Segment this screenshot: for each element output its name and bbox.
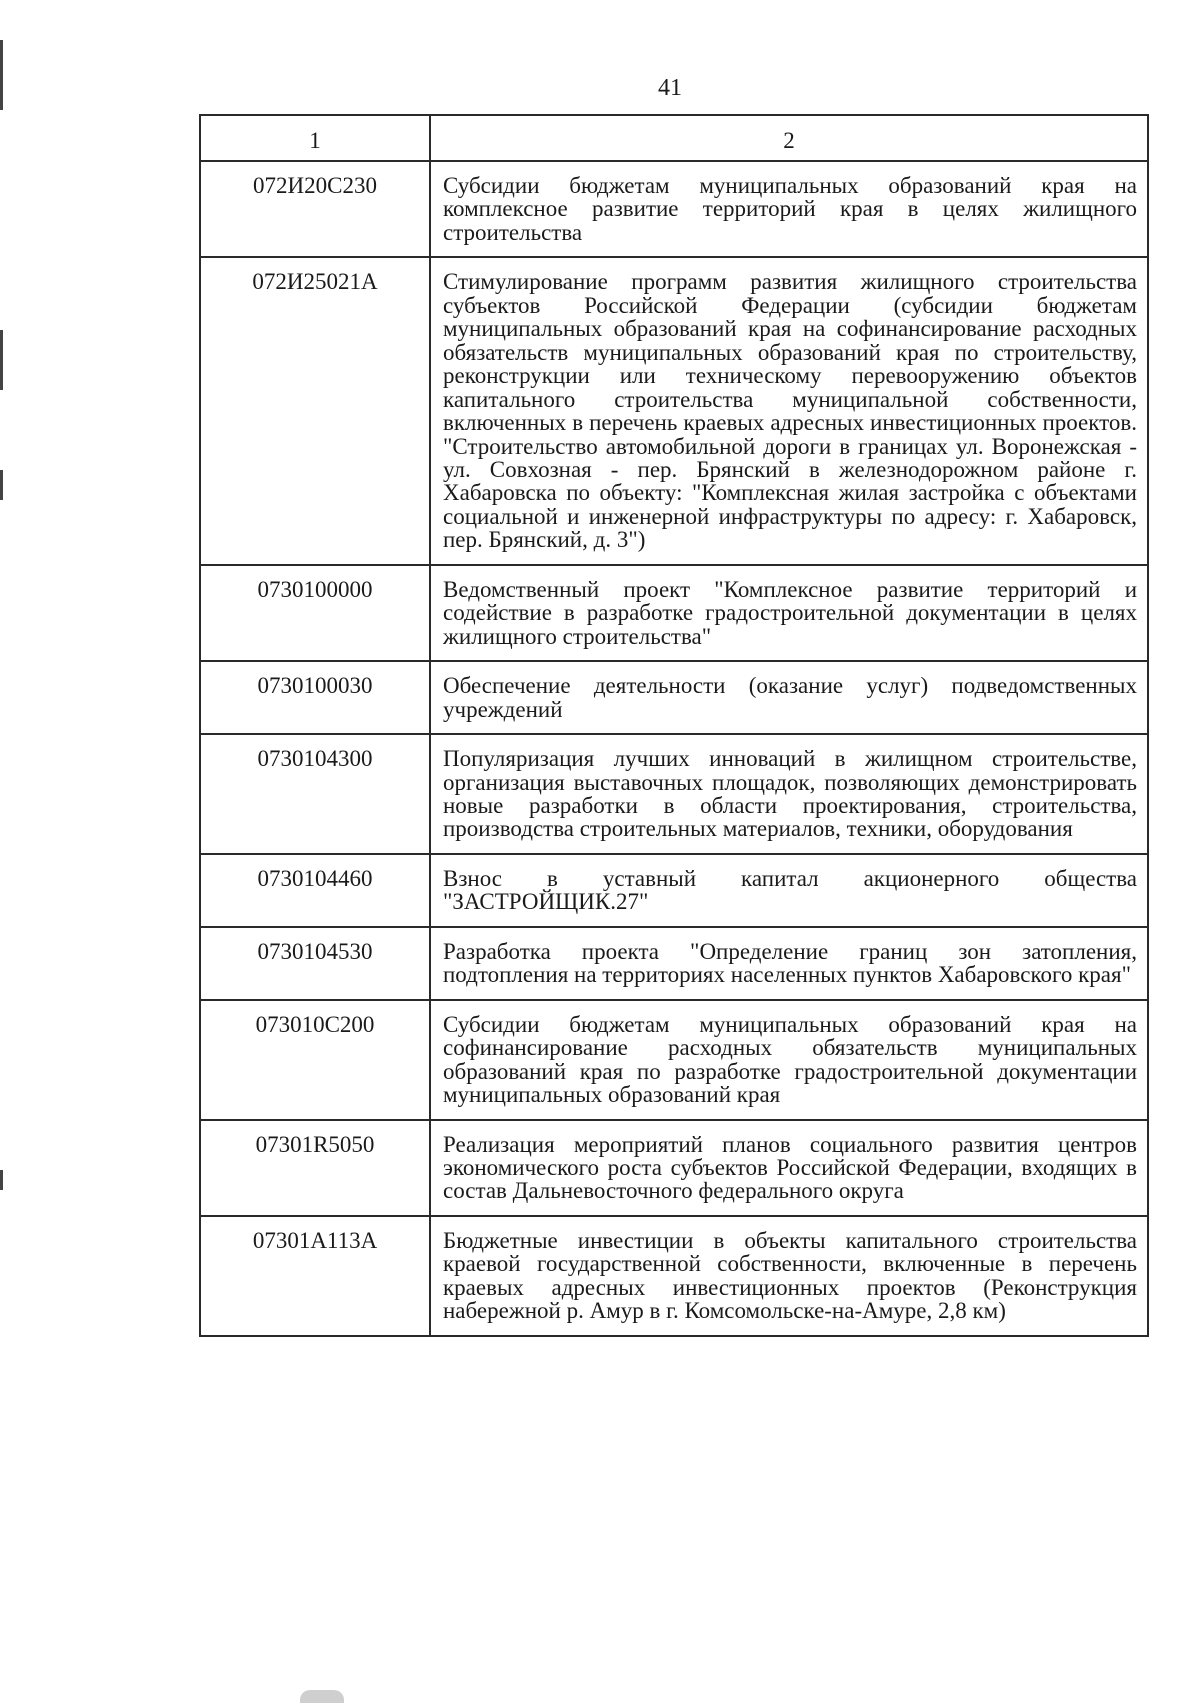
row-description: Субсидии бюджетам муниципальных образований края на софинансирование расходных обязательств муниципальных образований края по разработке градостроительной документации муниципальных образований края — [430, 1000, 1148, 1120]
table-row — [200, 927, 1148, 1000]
row-description: Ведомственный проект "Комплексное развитие территорий и содействие в разработке градостроительной документации в целях жилищного строительства" — [430, 565, 1148, 661]
row-description: Стимулирование программ развития жилищного строительства субъектов Российской Федерации (субсидии бюджетам муниципальных образований края на софинансирование расходных обязательств муниципальных образований края по строительству, реконструкции или техническому перевооружению объектов капитального строительства муниципальной собственности, включенных в перечень краевых адресных инвестиционных проектов. "Строительство автомобильной дороги в границах ул. Воронежская - ул. Совхозная - пер. Брянский в железнодорожном районе г. Хабаровска по объекту: "Комплексная жилая застройка с объектами социальной и инженерной инфраструктуры по адресу: г. Хабаровск, пер. Брянский, д. 3") — [430, 257, 1148, 564]
row-code: 07301R5050 — [200, 1120, 430, 1216]
row-description: Реализация мероприятий планов социального развития центров экономического роста субъектов Российской Федерации, входящих в состав Дальневосточного федерального округа — [430, 1120, 1148, 1216]
row-code: 073010С200 — [200, 1000, 430, 1120]
scan-edge-mark — [0, 40, 3, 110]
column-header-code: 1 — [200, 115, 430, 161]
row-code: 0730104300 — [200, 734, 430, 854]
row-code: 0730100000 — [200, 565, 430, 661]
row-code: 072И25021А — [200, 257, 430, 564]
row-description: Разработка проекта "Определение границ зон затопления, подтопления на территориях населенных пунктов Хабаровского края" — [430, 927, 1148, 1000]
table-row — [200, 565, 1148, 661]
table-header-row — [200, 115, 1148, 161]
table-row — [200, 734, 1148, 854]
row-code: 0730104530 — [200, 927, 430, 1000]
table-row — [200, 854, 1148, 927]
column-header-description: 2 — [430, 115, 1148, 161]
row-description: Субсидии бюджетам муниципальных образований края на комплексное развитие территорий края в целях жилищного строительства — [430, 161, 1148, 257]
budget-classification-table — [199, 114, 1149, 1337]
scan-edge-mark — [0, 330, 3, 390]
page-number: 41 — [658, 75, 682, 101]
table-row — [200, 1120, 1148, 1216]
scan-bottom-mark — [300, 1690, 344, 1703]
row-code: 072И20С230 — [200, 161, 430, 257]
row-description: Взнос в уставный капитал акционерного общества "ЗАСТРОЙЩИК.27" — [430, 854, 1148, 927]
row-code: 0730104460 — [200, 854, 430, 927]
table-row — [200, 661, 1148, 734]
row-code: 07301А113А — [200, 1216, 430, 1336]
table-row — [200, 161, 1148, 257]
scan-edge-mark — [0, 1170, 3, 1190]
table-row — [200, 1000, 1148, 1120]
scan-edge-mark — [0, 470, 3, 500]
row-description: Бюджетные инвестиции в объекты капитального строительства краевой государственной собственности, включенные в перечень краевых адресных инвестиционных проектов (Реконструкция набережной р. Амур в г. Комсомольске-на-Амуре, 2,8 км) — [430, 1216, 1148, 1336]
row-code: 0730100030 — [200, 661, 430, 734]
table-row — [200, 1216, 1148, 1336]
table-row — [200, 257, 1148, 564]
row-description: Обеспечение деятельности (оказание услуг) подведомственных учреждений — [430, 661, 1148, 734]
row-description: Популяризация лучших инноваций в жилищном строительстве, организация выставочных площадок, позволяющих демонстрировать новые разработки в области проектирования, строительства, производства строительных материалов, техники, оборудования — [430, 734, 1148, 854]
